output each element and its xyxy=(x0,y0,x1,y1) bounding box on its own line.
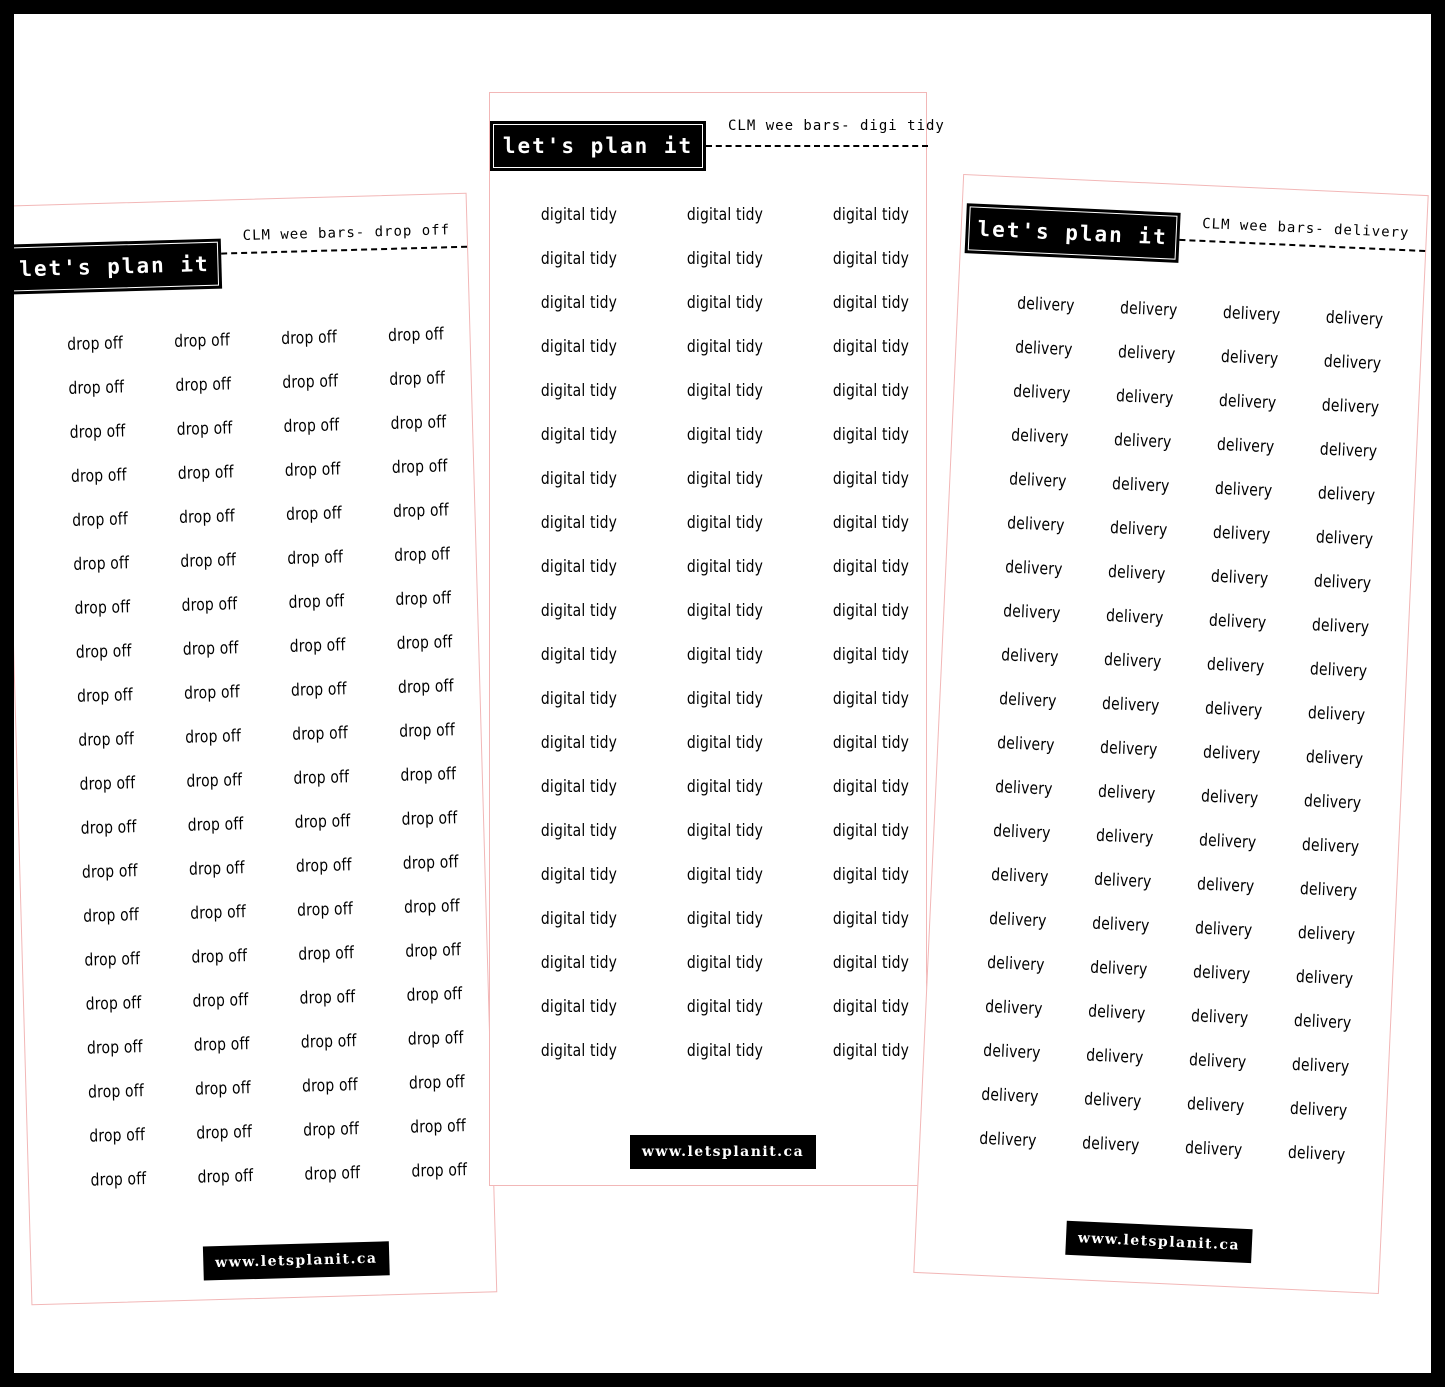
sticker-word: digital tidy xyxy=(686,689,764,709)
sticker-word: delivery xyxy=(1103,649,1162,673)
sticker-word: drop off xyxy=(287,547,344,569)
sticker-word: delivery xyxy=(1091,913,1150,937)
sticker-word: drop off xyxy=(71,509,129,531)
sticker-word: digital tidy xyxy=(540,337,618,357)
sticker-sheet-delivery xyxy=(913,174,1428,1294)
sticker-word: delivery xyxy=(978,1128,1037,1152)
sticker-word: digital tidy xyxy=(540,645,618,665)
sticker-word: delivery xyxy=(1004,557,1063,580)
sticker-word: digital tidy xyxy=(540,425,618,445)
sticker-word: drop off xyxy=(392,500,450,522)
sticker-word: delivery xyxy=(1289,1098,1348,1122)
website-label: www.letsplanit.ca xyxy=(630,1135,816,1169)
sticker-word: digital tidy xyxy=(686,249,764,269)
sticker-word: delivery xyxy=(1188,1050,1247,1073)
sticker-word: digital tidy xyxy=(540,997,618,1017)
sticker-word: drop off xyxy=(187,814,244,836)
sticker-word: drop off xyxy=(78,729,135,751)
dashed-divider xyxy=(221,246,467,255)
sticker-word: drop off xyxy=(84,949,141,971)
sticker-word: delivery xyxy=(1295,966,1354,990)
sticker-word: digital tidy xyxy=(832,601,910,621)
sticker-word: digital tidy xyxy=(540,689,618,709)
sticker-word: delivery xyxy=(1198,830,1257,853)
sticker-word: delivery xyxy=(992,821,1051,844)
sticker-word: drop off xyxy=(396,632,453,654)
sticker-word: digital tidy xyxy=(832,249,910,269)
sticker-grid xyxy=(955,281,1406,1179)
sticker-word: delivery xyxy=(986,952,1045,976)
sticker-word: drop off xyxy=(405,940,462,962)
sticker-word: digital tidy xyxy=(540,381,618,401)
sticker-sheet-digi-tidy xyxy=(489,92,945,1186)
sticker-grid xyxy=(41,312,493,1204)
sticker-word: delivery xyxy=(1083,1089,1142,1113)
sticker-word: digital tidy xyxy=(540,865,618,885)
sticker-word: drop off xyxy=(394,544,451,566)
sticker-word: drop off xyxy=(299,987,356,1009)
sticker-word: drop off xyxy=(197,1166,254,1188)
sticker-word: drop off xyxy=(283,415,340,437)
dashed-divider xyxy=(706,145,928,147)
sticker-word: delivery xyxy=(994,777,1053,800)
sticker-word: delivery xyxy=(1218,390,1277,414)
sticker-word: drop off xyxy=(387,324,445,346)
sticker-word: drop off xyxy=(300,1031,357,1053)
sticker-word: drop off xyxy=(391,456,448,478)
sticker-word: digital tidy xyxy=(686,469,764,489)
sticker-word: drop off xyxy=(284,459,341,481)
brand-logo: let's plan it xyxy=(965,203,1181,263)
sticker-word: digital tidy xyxy=(832,909,910,929)
sticker-word: drop off xyxy=(75,641,132,663)
sticker-word: delivery xyxy=(1319,439,1378,463)
sticker-word: drop off xyxy=(400,764,457,786)
sticker-word: drop off xyxy=(408,1072,466,1094)
sheet-title: CLM wee bars- delivery xyxy=(1201,215,1410,242)
sticker-word: digital tidy xyxy=(832,821,910,841)
sticker-word: drop off xyxy=(86,1037,143,1059)
sticker-word: digital tidy xyxy=(686,513,764,533)
sticker-word: drop off xyxy=(185,726,242,748)
sticker-word: digital tidy xyxy=(540,909,618,929)
sticker-word: drop off xyxy=(288,591,345,613)
sticker-word: drop off xyxy=(282,371,339,393)
sticker-word: drop off xyxy=(81,861,139,883)
sticker-word: digital tidy xyxy=(686,821,764,841)
brand-logo: let's plan it xyxy=(14,239,222,295)
sticker-word: digital tidy xyxy=(832,205,910,225)
sticker-word: delivery xyxy=(1210,566,1269,590)
sticker-word: delivery xyxy=(1212,522,1271,546)
sticker-word: delivery xyxy=(1184,1138,1243,1161)
sticker-word: drop off xyxy=(298,943,355,965)
sticker-word: drop off xyxy=(76,685,134,707)
sticker-word: drop off xyxy=(79,773,136,795)
sticker-word: drop off xyxy=(401,808,458,830)
sticker-word: delivery xyxy=(988,908,1047,932)
dashed-divider xyxy=(1179,239,1425,252)
sticker-word: drop off xyxy=(409,1116,467,1138)
sticker-word: drop off xyxy=(291,723,349,745)
sticker-word: delivery xyxy=(1321,395,1380,419)
sticker-word: drop off xyxy=(295,855,352,877)
sticker-word: delivery xyxy=(1214,478,1273,502)
sticker-word: drop off xyxy=(70,465,127,487)
sticker-word: delivery xyxy=(998,689,1057,712)
sticker-word: drop off xyxy=(192,990,249,1012)
sticker-word: delivery xyxy=(1194,918,1253,941)
sticker-word: delivery xyxy=(1087,1001,1146,1025)
sticker-word: delivery xyxy=(1196,874,1255,897)
sticker-word: digital tidy xyxy=(686,293,764,313)
sticker-word: drop off xyxy=(178,506,236,528)
sticker-word: drop off xyxy=(183,682,241,704)
sticker-word: delivery xyxy=(1006,513,1065,536)
sticker-word: delivery xyxy=(1016,293,1075,317)
sticker-word: drop off xyxy=(290,679,348,701)
sticker-word: digital tidy xyxy=(686,425,764,445)
sticker-word: drop off xyxy=(189,902,247,924)
sticker-word: digital tidy xyxy=(540,733,618,753)
sticker-word: drop off xyxy=(397,676,454,698)
sticker-word: drop off xyxy=(407,1028,464,1050)
sticker-word: digital tidy xyxy=(540,821,618,841)
sticker-word: drop off xyxy=(390,412,447,434)
sticker-word: delivery xyxy=(1089,957,1148,981)
sticker-word: digital tidy xyxy=(832,293,910,313)
website-label: www.letsplanit.ca xyxy=(203,1241,390,1280)
sticker-word: digital tidy xyxy=(540,777,618,797)
sticker-word: delivery xyxy=(1291,1054,1350,1078)
sticker-word: drop off xyxy=(177,462,234,484)
sheet-title: CLM wee bars- drop off xyxy=(242,222,451,244)
sticker-word: digital tidy xyxy=(686,557,764,577)
sticker-word: delivery xyxy=(1287,1142,1346,1166)
sticker-word: drop off xyxy=(73,553,130,575)
sticker-word: digital tidy xyxy=(686,909,764,929)
sticker-word: digital tidy xyxy=(832,953,910,973)
sticker-word: delivery xyxy=(1202,742,1261,766)
sticker-word: digital tidy xyxy=(686,645,764,665)
sticker-word: drop off xyxy=(176,418,233,440)
sticker-word: delivery xyxy=(1105,605,1164,629)
sticker-word: delivery xyxy=(1081,1133,1140,1156)
sticker-word: delivery xyxy=(1014,337,1073,361)
sticker-word: digital tidy xyxy=(832,777,910,797)
sticker-word: delivery xyxy=(1297,922,1356,946)
sticker-word: delivery xyxy=(990,865,1049,888)
sticker-word: digital tidy xyxy=(540,513,618,533)
sticker-word: delivery xyxy=(1097,781,1156,805)
sticker-word: drop off xyxy=(90,1169,147,1191)
sticker-word: delivery xyxy=(1323,351,1382,375)
sticker-word: digital tidy xyxy=(540,601,618,621)
sticker-word: delivery xyxy=(1313,571,1372,594)
sticker-word: digital tidy xyxy=(540,1041,618,1061)
sticker-word: delivery xyxy=(1093,869,1152,893)
sticker-word: digital tidy xyxy=(540,953,618,973)
sticker-word: delivery xyxy=(1085,1045,1144,1069)
sticker-word: drop off xyxy=(303,1119,360,1141)
sticker-word: delivery xyxy=(1107,561,1166,585)
sticker-word: delivery xyxy=(1000,645,1059,668)
sticker-word: delivery xyxy=(1204,698,1263,722)
sticker-word: digital tidy xyxy=(540,205,618,225)
sticker-word: digital tidy xyxy=(686,953,764,973)
sticker-word: delivery xyxy=(1220,346,1279,370)
sticker-word: delivery xyxy=(1315,527,1374,550)
sticker-word: delivery xyxy=(1012,381,1071,405)
sticker-word: drop off xyxy=(80,817,137,839)
sticker-word: drop off xyxy=(289,635,346,657)
sticker-word: digital tidy xyxy=(832,645,910,665)
sticker-word: drop off xyxy=(191,946,248,968)
sticker-word: delivery xyxy=(1301,835,1360,858)
sticker-word: drop off xyxy=(403,896,461,918)
sticker-word: digital tidy xyxy=(832,337,910,357)
website-label: www.letsplanit.ca xyxy=(1065,1221,1252,1263)
sticker-word: drop off xyxy=(280,327,338,349)
sticker-word: delivery xyxy=(1216,434,1275,458)
sticker-word: drop off xyxy=(175,374,232,396)
sticker-word: drop off xyxy=(89,1125,146,1147)
sticker-word: digital tidy xyxy=(540,557,618,577)
sticker-word: digital tidy xyxy=(540,249,618,269)
sticker-word: drop off xyxy=(85,993,142,1015)
sticker-word: delivery xyxy=(1190,1006,1249,1029)
sticker-word: drop off xyxy=(389,368,446,390)
sticker-word: delivery xyxy=(1317,483,1376,507)
sticker-word: delivery xyxy=(1192,962,1251,985)
sticker-word: digital tidy xyxy=(832,997,910,1017)
sticker-word: delivery xyxy=(1115,386,1174,409)
sticker-word: digital tidy xyxy=(686,1041,764,1061)
sticker-word: delivery xyxy=(980,1084,1039,1108)
sticker-word: digital tidy xyxy=(832,689,910,709)
sticker-word: delivery xyxy=(996,733,1055,756)
sticker-word: digital tidy xyxy=(832,381,910,401)
sticker-word: digital tidy xyxy=(686,865,764,885)
sticker-word: delivery xyxy=(1222,302,1281,326)
sticker-word: digital tidy xyxy=(686,601,764,621)
sticker-word: delivery xyxy=(1095,825,1154,849)
sticker-word: drop off xyxy=(69,421,126,443)
sticker-word: digital tidy xyxy=(540,293,618,313)
sticker-word: digital tidy xyxy=(832,513,910,533)
sticker-word: delivery xyxy=(1099,737,1158,761)
sticker-word: delivery xyxy=(1307,703,1366,726)
sticker-word: delivery xyxy=(1117,342,1176,365)
sticker-word: drop off xyxy=(406,984,463,1006)
sticker-word: delivery xyxy=(982,1040,1041,1064)
sticker-word: drop off xyxy=(180,550,237,572)
sticker-word: drop off xyxy=(68,377,125,399)
sticker-word: drop off xyxy=(173,330,231,352)
sticker-word: drop off xyxy=(188,858,245,880)
brand-logo: let's plan it xyxy=(490,121,706,171)
sticker-word: digital tidy xyxy=(832,865,910,885)
sticker-word: delivery xyxy=(1109,518,1168,541)
sticker-word: drop off xyxy=(74,597,131,619)
sticker-word: drop off xyxy=(194,1078,252,1100)
sticker-word: delivery xyxy=(1305,747,1364,770)
sticker-word: drop off xyxy=(82,905,140,927)
sticker-word: delivery xyxy=(1008,469,1067,492)
sticker-word: delivery xyxy=(1119,298,1178,321)
sticker-word: digital tidy xyxy=(686,337,764,357)
sticker-word: digital tidy xyxy=(686,777,764,797)
sticker-word: digital tidy xyxy=(832,469,910,489)
sticker-word: digital tidy xyxy=(832,1041,910,1061)
sticker-word: delivery xyxy=(1299,879,1358,902)
sticker-word: digital tidy xyxy=(540,469,618,489)
sticker-sheet-drop-off xyxy=(14,193,497,1306)
sticker-word: drop off xyxy=(402,852,459,874)
sticker-word: digital tidy xyxy=(686,733,764,753)
sticker-word: drop off xyxy=(196,1122,253,1144)
sticker-word: drop off xyxy=(193,1034,250,1056)
sticker-word: drop off xyxy=(304,1163,361,1185)
sticker-word: delivery xyxy=(1186,1094,1245,1117)
sticker-word: drop off xyxy=(411,1160,468,1182)
sticker-word: digital tidy xyxy=(832,733,910,753)
sticker-word: drop off xyxy=(186,770,243,792)
sticker-word: digital tidy xyxy=(832,557,910,577)
sticker-word: delivery xyxy=(1325,307,1384,331)
sticker-word: digital tidy xyxy=(686,205,764,225)
sticker-word: delivery xyxy=(1309,659,1368,682)
sticker-word: drop off xyxy=(285,503,343,525)
sticker-word: delivery xyxy=(1010,425,1069,449)
sticker-word: drop off xyxy=(296,899,354,921)
sticker-word: delivery xyxy=(1101,693,1160,717)
sticker-word: delivery xyxy=(1206,654,1265,678)
sticker-word: drop off xyxy=(293,767,350,789)
sticker-word: drop off xyxy=(301,1075,359,1097)
sticker-word: drop off xyxy=(182,638,239,660)
sticker-word: drop off xyxy=(294,811,351,833)
sticker-word: delivery xyxy=(1200,786,1259,810)
sticker-word: delivery xyxy=(984,996,1043,1020)
sticker-word: drop off xyxy=(87,1081,145,1103)
sticker-word: digital tidy xyxy=(832,425,910,445)
product-canvas xyxy=(14,14,1431,1373)
sticker-word: delivery xyxy=(1111,474,1170,497)
sticker-word: drop off xyxy=(398,720,456,742)
sticker-word: drop off xyxy=(181,594,238,616)
sticker-word: delivery xyxy=(1208,610,1267,634)
sticker-grid xyxy=(506,193,944,1073)
sticker-word: delivery xyxy=(1293,1010,1352,1034)
sticker-word: drop off xyxy=(395,588,452,610)
sticker-word: delivery xyxy=(1113,430,1172,453)
sheet-title: CLM wee bars- digi tidy xyxy=(728,118,945,134)
sticker-word: drop off xyxy=(66,333,124,355)
sticker-word: digital tidy xyxy=(686,381,764,401)
sticker-word: delivery xyxy=(1002,601,1061,624)
sticker-word: digital tidy xyxy=(686,997,764,1017)
sticker-word: delivery xyxy=(1311,615,1370,638)
sticker-word: delivery xyxy=(1303,791,1362,814)
